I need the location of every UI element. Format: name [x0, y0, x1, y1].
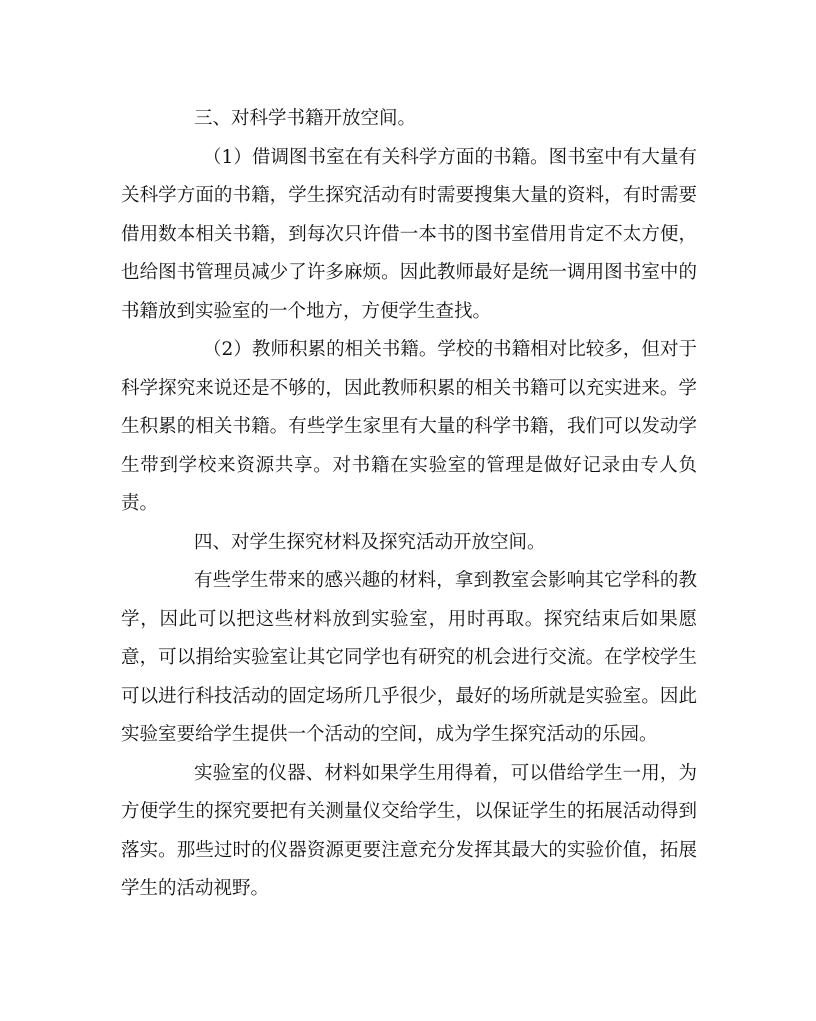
paragraph-body-2: 实验室的仪器、材料如果学生用得着，可以借给学生一用，为方便学生的探究要把有关测量仪交给学生，以保证学生的拓展活动得到落实。那些过时的仪器资源更要注意充分发挥其最大的实验价值，拓展学生的活动视野。	[121, 762, 697, 899]
section-heading-3: 三、对科学书籍开放空间。	[194, 108, 417, 129]
document-body	[121, 100, 697, 909]
paragraph-item-1: （1）借调图书室在有关科学方面的书籍。图书室中有大量有关科学方面的书籍，学生探究活动有时需要搜集大量的资料，有时需要借用数本相关书籍，到每次只许借一本书的图书室借用肯定不太方便，也给图书管理员减少了许多麻烦。因此教师最好是统一调用图书室中的书籍放到实验室的一个地方，方便学生查找。	[121, 146, 697, 322]
paragraph-body-1: 有些学生带来的感兴趣的材料，拿到教室会影响其它学科的教学，因此可以把这些材料放到实验室，用时再取。探究结束后如果愿意，可以捐给实验室让其它同学也有研究的机会进行交流。在学校学生可以进行科技活动的固定场所几乎很少，最好的场所就是实验室。因此实验室要给学生提供一个活动的空间，成为学生探究活动的乐园。	[121, 570, 697, 745]
paragraph-item-2: （2）教师积累的相关书籍。学校的书籍相对比较多，但对于科学探究来说还是不够的，因此教师积累的相关书籍可以充实进来。学生积累的相关书籍。有些学生家里有大量的科学书籍，我们可以发动学生带到学校来资源共享。对书籍在实验室的管理是做好记录由专人负责。	[121, 339, 697, 514]
section-heading-4: 四、对学生探究材料及探究活动开放空间。	[194, 531, 546, 553]
